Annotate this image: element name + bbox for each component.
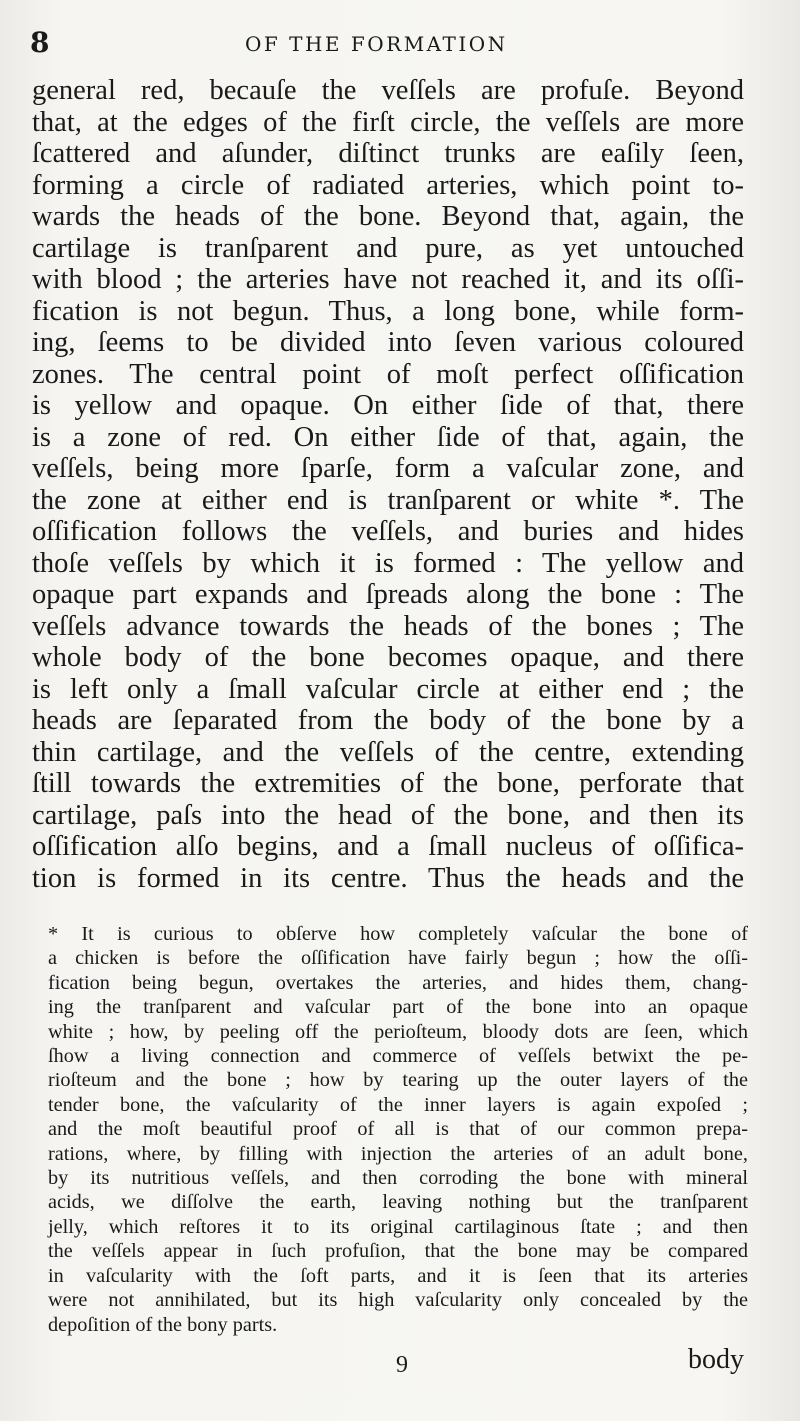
footnote-line: were not annihilated, but its high vaſcularity only concealed by the <box>48 1289 748 1312</box>
signature-mark: 9 <box>396 1352 408 1378</box>
footnote-line: acids, we diſſolve the earth, leaving nothing but the tranſparent <box>48 1191 748 1214</box>
footnote-line: white ; how, by peeling off the perioſteum, bloody dots are ſeen, which <box>48 1020 748 1043</box>
body-line: is yellow and opaque. On either ſide of that, there <box>32 390 744 421</box>
footnote-line: depoſition of the bony parts. <box>48 1313 278 1336</box>
body-line: fication is not begun. Thus, a long bone, while form- <box>32 295 744 327</box>
running-head-title: OF THE FORMATION <box>245 32 508 56</box>
body-line: general red, becauſe the veſſels are profuſe. Beyond <box>32 75 744 106</box>
footnote-line: ing the tranſparent and vaſcular part of the bone into an opaque <box>48 996 748 1019</box>
footnote-line: rioſteum and the bone ; how by tearing up the outer layers of the <box>48 1069 748 1092</box>
footnote-line: fication being begun, overtakes the arteries, and hides them, chang- <box>48 971 748 994</box>
body-line: thoſe veſſels by which it is formed : The yellow and <box>32 547 744 579</box>
body-line: zones. The central point of moſt perfect oſſification <box>32 358 744 390</box>
footnote-line: by its nutritious veſſels, and then corroding the bone with mineral <box>48 1167 748 1190</box>
running-head <box>30 26 770 60</box>
body-line: whole body of the bone becomes opaque, and there <box>32 642 744 673</box>
body-line: veſſels, being more ſparſe, form a vaſcular zone, and <box>32 453 744 484</box>
footnote-line: a chicken is before the oſſification have fairly begun ; how the oſſi- <box>48 947 748 970</box>
catchword: body <box>688 1344 744 1375</box>
body-line: veſſels advance towards the heads of the bones ; The <box>32 610 744 642</box>
body-line: that, at the edges of the firſt circle, the veſſels are more <box>32 106 744 138</box>
footnote-line: in vaſcularity with the ſoft parts, and it is ſeen that its arteries <box>48 1264 748 1287</box>
body-line: is left only a ſmall vaſcular circle at either end ; the <box>32 673 744 705</box>
body-line: oſſification follows the veſſels, and buries and hides <box>32 516 744 547</box>
body-line: cartilage, paſs into the head of the bone, and then its <box>32 799 744 831</box>
footnote-line: rations, where, by filling with injection the arteries of an adult bone, <box>48 1142 748 1165</box>
footnote-line: tender bone, the vaſcularity of the inner layers is again expoſed ; <box>48 1093 748 1116</box>
body-line: ing, ſeems to be divided into ſeven various coloured <box>32 327 744 358</box>
footnote <box>48 922 748 1337</box>
footnote-line: and the moſt beautiful proof of all is that of our common prepa- <box>48 1118 748 1141</box>
body-line: thin cartilage, and the veſſels of the centre, extending <box>32 736 744 768</box>
page-number: 8 <box>30 26 50 59</box>
body-line: with blood ; the arteries have not reached it, and its oſſi- <box>32 264 744 295</box>
body-line: ſtill towards the extremities of the bone, perforate that <box>32 768 744 799</box>
footnote-line: * It is curious to obſerve how completely vaſcular the bone of <box>48 923 748 945</box>
footnote-line: ſhow a living connection and commerce of veſſels betwixt the pe- <box>48 1045 748 1068</box>
body-line: tion is formed in its centre. Thus the heads and the <box>32 862 744 894</box>
body-line: is a zone of red. On either ſide of that, again, the <box>32 421 744 453</box>
body-line: the zone at either end is tranſparent or white *. The <box>32 484 744 516</box>
body-line: wards the heads of the bone. Beyond that, again, the <box>32 201 744 232</box>
body-line: cartilage is tranſparent and pure, as yet untouched <box>32 232 744 264</box>
body-text <box>32 75 744 894</box>
body-line: oſſification alſo begins, and a ſmall nucleus of oſſifica- <box>32 831 744 862</box>
footnote-line: the veſſels appear in ſuch profuſion, that the bone may be compared <box>48 1240 748 1263</box>
body-line: ſcattered and aſunder, diſtinct trunks are eaſily ſeen, <box>32 138 744 169</box>
body-line: heads are ſeparated from the body of the bone by a <box>32 705 744 736</box>
body-line: forming a circle of radiated arteries, which point to- <box>32 169 744 201</box>
footnote-line: jelly, which reſtores it to its original cartilaginous ſtate ; and then <box>48 1215 748 1238</box>
body-line: opaque part expands and ſpreads along the bone : The <box>32 579 744 610</box>
